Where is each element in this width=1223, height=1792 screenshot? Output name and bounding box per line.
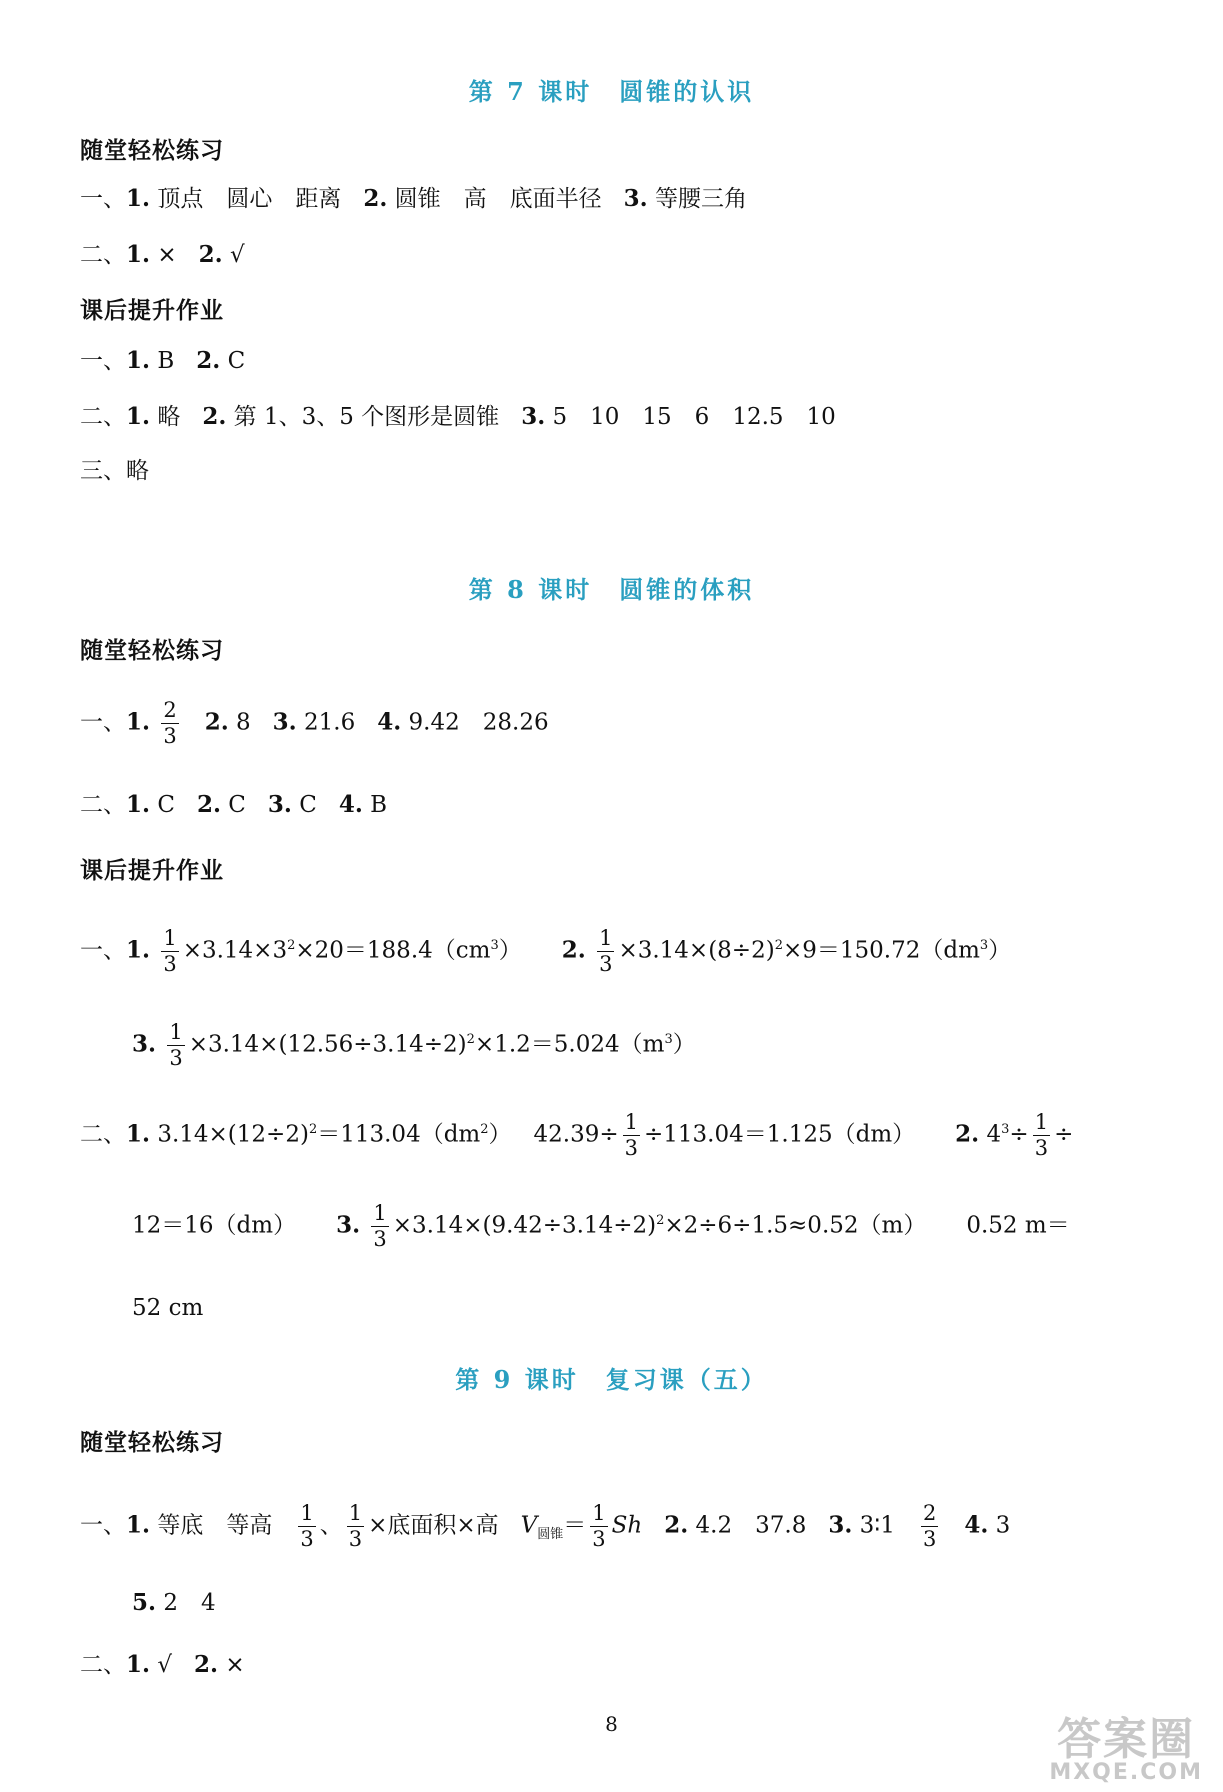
fraction: $\frac{1}{3}$ [373, 1201, 387, 1251]
answer-line: 三、略 [80, 458, 149, 484]
cross-mark: × [157, 242, 177, 268]
watermark-logo: 答案圈 MXQE.COM [1049, 1714, 1203, 1785]
fraction: $\frac{1}{3}$ [163, 926, 177, 976]
answer-line: 二、1. $3.14\times(12\div 2)^2=113.04(dm^2)$ 42.39÷ $\frac{1}{3}$ ÷113.04＝1.125（dm） 2. $4^3\div$ $\frac{1}{3}$ ÷ [80, 1110, 1074, 1160]
check-mark: √ [229, 242, 245, 268]
answer-line: 3. $\frac{1}{3}$ $\times 3.14\times(12.56\div 3.14\div 2)^2\times 1.2=5.024(m^3)$ [132, 1020, 696, 1070]
section-homework: 课后提升作业 [80, 858, 224, 884]
answer-line: 5. 2 4 [132, 1589, 216, 1616]
section-classroom-practice: 随堂轻松练习 [80, 138, 224, 164]
fraction: $\frac{1}{3}$ [300, 1501, 314, 1551]
fraction: $\frac{1}{3}$ [1034, 1110, 1049, 1160]
answer-line: 一、1. 顶点 圆心 距离 2. 圆锥 高 底面半径 3. 等腰三角 [80, 185, 747, 212]
cross-mark: × [225, 1652, 245, 1678]
section-classroom-practice: 随堂轻松练习 [80, 1430, 224, 1456]
lesson-9-title: 第 9 课时 复习课（五） [455, 1365, 768, 1394]
answer-line: 12＝16（dm） 3. $\frac{1}{3}$ $\times 3.14\times(9.42\div 3.14\div 2)^2\times 2\div 6\div 1.5\approx 0.52(m)$ 0.52 m＝ [132, 1201, 1070, 1251]
fraction: $\frac{2}{3}$ [163, 698, 177, 748]
fraction: $\frac{1}{3}$ [348, 1501, 363, 1551]
answer-line: 一、1. $\frac{1}{3}$ $\times 3.14\times 3^2\times 20=188.4(cm^3)$ 2. $\frac{1}{3}$ $\times 3.14\times(8\div 2)^2\times 9=150.72(dm^3)$ [80, 926, 1012, 976]
fraction: $\frac{1}{3}$ [599, 926, 613, 976]
fraction: $\frac{1}{3}$ [592, 1501, 606, 1551]
page-number: 8 [605, 1712, 618, 1736]
answer-line: 二、1. × 2. √ [80, 241, 245, 268]
fraction: $\frac{2}{3}$ [922, 1501, 937, 1551]
section-homework: 课后提升作业 [80, 298, 224, 324]
fraction: $\frac{1}{3}$ [169, 1020, 183, 1070]
fraction: $\frac{1}{3}$ [624, 1110, 639, 1160]
answer-line: 二、1. √ 2. × [80, 1651, 245, 1678]
lesson-7-title: 第 7 课时 圆锥的认识 [468, 77, 755, 106]
section-classroom-practice: 随堂轻松练习 [80, 638, 224, 664]
answer-line: 二、1. 略 2. 第 1、3、5 个图形是圆锥 3. 5 10 15 6 12.5 10 [80, 403, 836, 430]
answer-line: 一、1. B 2. C [80, 347, 246, 374]
answer-line: 一、1. $\frac{2}{3}$ 2. 8 3. 21.6 4. 9.42 28.26 [80, 698, 549, 748]
lesson-8-title: 第 8 课时 圆锥的体积 [468, 575, 755, 604]
answer-line: 一、1. 等底 等高 $\frac{1}{3}$ 、 $\frac{1}{3}$ ×底面积×高 $V_{圆锥}=$ $\frac{1}{3}$ Sh 2. 4.2 37.8 3. 3∶1 $\frac{2}{3}$ 4. 3 [80, 1501, 1011, 1551]
answer-line: 二、1. C 2. C 3. C 4. B [80, 791, 388, 818]
answer-line: 52 cm [132, 1295, 204, 1321]
check-mark: √ [157, 1652, 172, 1678]
